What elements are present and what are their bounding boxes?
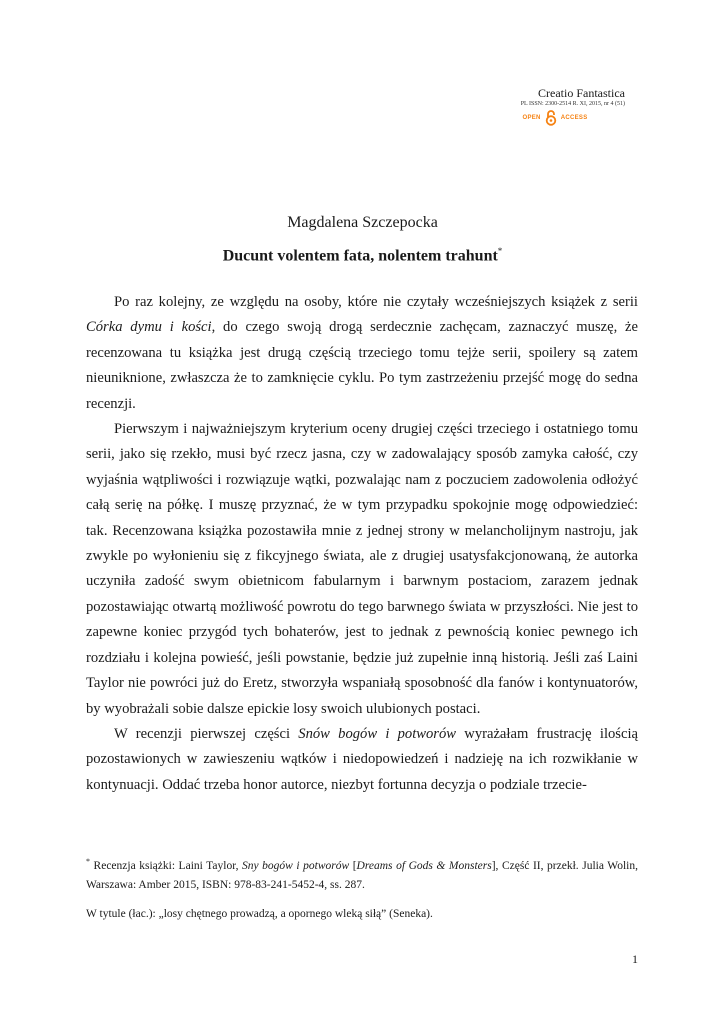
journal-header (425, 86, 625, 126)
issn-line: PL ISSN: 2300-2514 R. XI, 2015, nr 4 (51) (520, 101, 625, 107)
paragraph-3 (86, 722, 638, 798)
footnote-1-italic-1: Sny bogów i potworów (242, 859, 350, 872)
footnote-1-italic-2: Dreams of Gods & Monsters (356, 859, 492, 872)
journal-name: Creatio Fantastica (538, 86, 625, 100)
footnote-1-marker: * (86, 857, 90, 866)
paragraph-3-italic: Snów bogów i potworów (298, 725, 457, 742)
paragraph-3-text-a: W recenzji pierwszej części (114, 725, 299, 742)
page-number: 1 (632, 952, 638, 966)
footnote-1 (86, 852, 638, 895)
open-access-lock-icon (545, 110, 557, 126)
footnote-1-text-b: [ (349, 859, 357, 872)
open-access-badge (485, 110, 625, 126)
title-footnote-marker: * (497, 246, 503, 256)
open-access-open-label: OPEN (522, 115, 541, 121)
article-body (86, 290, 638, 798)
paragraph-1 (86, 290, 638, 417)
paragraph-3-text-b: wyrażałam frustrację ilością pozostawionych w zawieszeniu wątków i niedopowiedzeń i nadzieję na ich rozwikłanie w kontynuacji. Oddać trzeba honor autorce, niezbyt fortunna decyzja o podziale trzecie- (86, 725, 638, 793)
paragraph-1-text-b: , do czego swoją drogą serdecznie zachęcam, zaznaczyć muszę, że recenzowana tu książka jest drugą częścią trzeciego tomu tejże serii, spoilery są zatem nieuniknione, zwłaszcza że to zamknięcie cyklu. Po tym zastrzeżeniu przejść mogę do sedna recenzji. (86, 319, 638, 412)
footnote-2: W tytule (łac.): „losy chętnego prowadzą, a opornego wleką siłą” (Seneka). (86, 908, 433, 920)
open-access-access-label: ACCESS (560, 115, 588, 121)
footnote-1-text-a: Recenzja książki: Laini Taylor, (90, 859, 242, 872)
paragraph-1-italic: Córka dymu i kości (86, 319, 212, 336)
paragraph-2: Pierwszym i najważniejszym kryterium oceny drugiej części trzeciego i ostatniego tomu serii, jako się rzekło, musi być rzecz jasna, czy w zadowalający sposób zamyka całość, czy wyjaśnia wątpliwości i rozwiązuje wątki, pozwalając nam z poczuciem zadowolenia odłożyć całą serię na półkę. I muszę przyznać, że w tym przypadku spokojnie mogę odpowiedzieć: tak. Recenzowana książka pozostawiła mnie z jednej strony w melancholijnym nastroju, jak zwykle po wyłonieniu się z fikcyjnego świata, ale z drugiej usatysfakcjonowaną, że autorka uczyniła zadość swym obietnicom fabularnym i barwnym postaciom, zarazem jednak pozostawiając otwartą możliwość powrotu do tego barwnego świata w przyszłości. Nie jest to zapewne koniec przygód tych bohaterów, jest to jednak z pewnością koniec pewnego ich rozdziału i kolejna powieść, jeśli powstanie, będzie już zupełnie inną historią. Jeśli zaś Laini Taylor nie powróci już do Eretz, stworzyła wspaniałą sposobność dla fanów i kontynuatorów, by wyobrażali sobie dalsze epickie losy swoich ulubionych postaci. (86, 421, 638, 717)
article-title-text: Ducunt volentem fata, nolentem trahunt (222, 247, 498, 265)
article-author: Magdalena Szczepocka (287, 214, 438, 231)
paragraph-1-text-a: Po raz kolejny, ze względu na osoby, które nie czytały wcześniejszych książek z serii (114, 294, 638, 310)
footnote-1-text-c: ], Część II, przekł. Julia Wolin, Warszawa: Amber 2015, ISBN: 978-83-241-5452-4, ss. 287. (86, 859, 638, 891)
article-title (0, 246, 725, 265)
